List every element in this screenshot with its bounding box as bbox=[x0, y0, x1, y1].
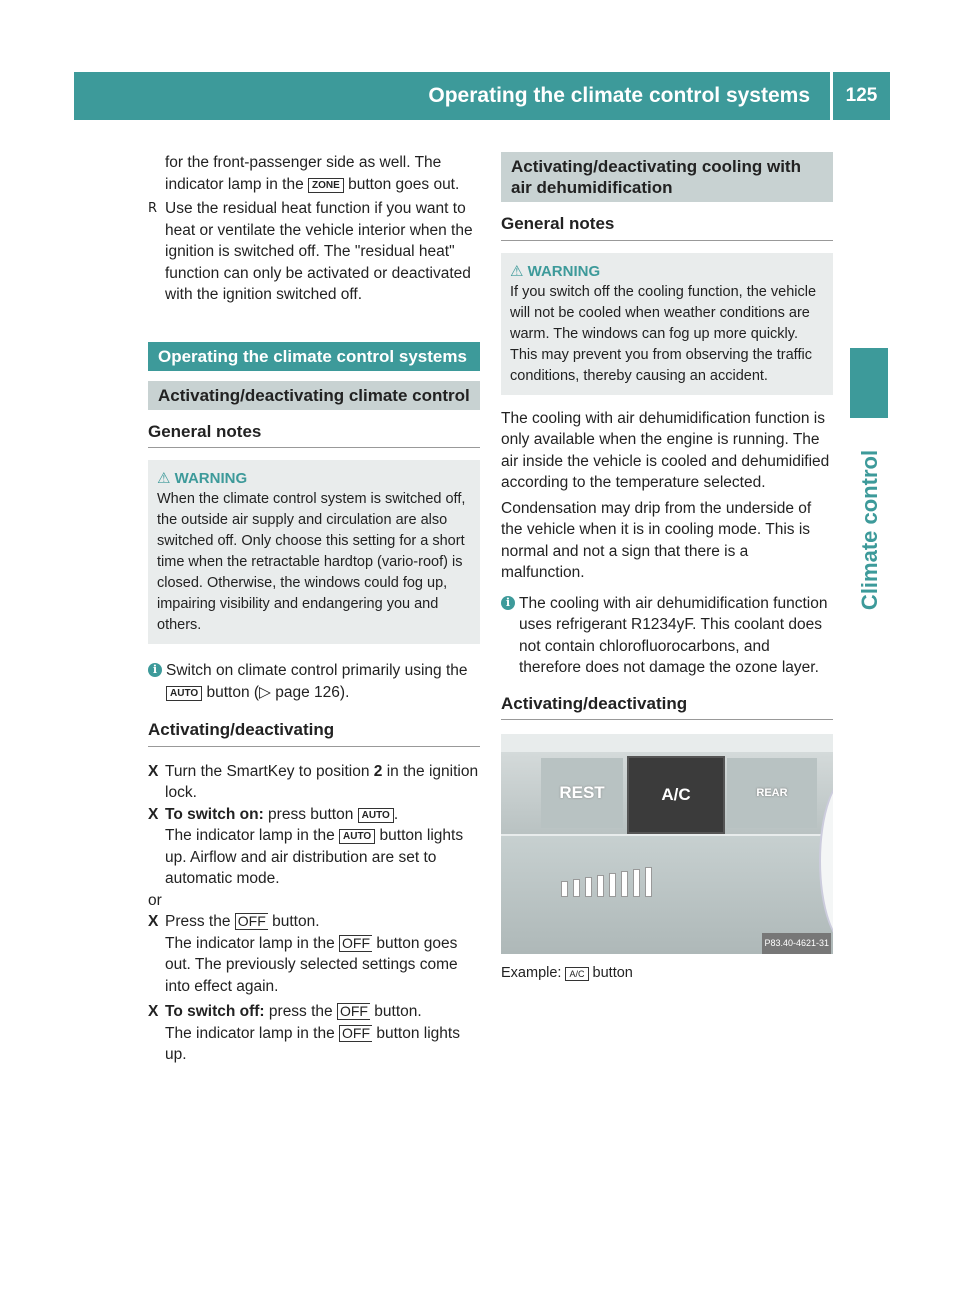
info-refrigerant: i The cooling with air dehumidification function uses refrigerant R1234yF. This coolant does not contain chlorofluorocarbons, and therefore does not damage the ozone layer. bbox=[501, 593, 833, 679]
auto-key-icon: AUTO bbox=[339, 829, 375, 844]
step-switch-on: X To switch on: press button AUTO . The indicator lamp in the AUTO button lights up. Airflow and air distribution are set to automatic mode. bbox=[148, 805, 464, 887]
activating-heading: Activating/deactivating bbox=[501, 693, 833, 721]
ac-key-icon: A/C bbox=[565, 967, 588, 981]
auto-key-icon: AUTO bbox=[166, 686, 202, 701]
chapter-tab-marker bbox=[850, 348, 888, 418]
paragraph-cooling-availability: The cooling with air dehumidification function is only available when the engine is running. The air inside the vehicle is cooled and dehumidified according to the temperature selected. bbox=[501, 409, 830, 491]
general-notes-heading: General notes bbox=[501, 213, 833, 241]
info-note: i Switch on climate control primarily using the AUTO button (▷ page 126). bbox=[148, 660, 480, 703]
photo-reference-code: P83.40-4621-31 bbox=[762, 933, 831, 955]
ac-button: A/C bbox=[627, 756, 725, 834]
subsection-title-cooling: Activating/deactivating cooling with air dehumidification bbox=[501, 152, 833, 202]
warning-text: When the climate control system is switched off, the outside air supply and circulation are also switched off. Only choose this setting for a short time when the retractable hardtop (vario-roof) is closed. Otherwise, the windows could fog up, impairing visibility and endangering you and others. bbox=[157, 491, 466, 633]
climate-panel-photo bbox=[501, 734, 833, 954]
info-icon: i bbox=[148, 663, 162, 677]
auto-key-icon: AUTO bbox=[358, 808, 394, 823]
step-arrow-icon: X bbox=[148, 1003, 159, 1020]
right-column bbox=[501, 152, 833, 985]
warning-icon: ⚠ bbox=[510, 262, 524, 280]
info-icon: i bbox=[501, 596, 515, 610]
chapter-tab-label: Climate control bbox=[857, 449, 883, 611]
intro-paragraph: for the front-passenger side as well. The indicator lamp in the ZONE button goes out. bbox=[165, 154, 460, 193]
page-ref-arrow-icon: ▷ bbox=[259, 683, 271, 701]
rest-button: REST bbox=[541, 758, 623, 828]
warning-heading: ⚠ WARNING bbox=[157, 470, 248, 487]
or-text: or bbox=[148, 891, 162, 909]
fan-level-bars bbox=[561, 867, 652, 897]
step-press-off: X Press the OFF button. The indicator lamp in the OFF button goes out. The previously selected settings come into effect again. bbox=[148, 913, 458, 995]
paragraph-condensation: Condensation may drip from the underside of the vehicle when it is in cooling mode. This is normal and not a sign that there is a malfunction. bbox=[501, 499, 812, 581]
page-header-title: Operating the climate control systems bbox=[428, 84, 810, 107]
warning-heading: ⚠ WARNING bbox=[510, 262, 601, 280]
warning-box bbox=[501, 253, 833, 395]
rear-defrost-button: REAR bbox=[727, 758, 817, 828]
off-key-icon: OFF bbox=[339, 935, 372, 952]
off-key-icon: OFF bbox=[337, 1003, 370, 1020]
subsection-title: Activating/deactivating climate control bbox=[148, 381, 480, 410]
warning-icon: ⚠ bbox=[157, 470, 171, 487]
step-arrow-icon: X bbox=[148, 762, 159, 780]
off-key-icon: OFF bbox=[235, 913, 268, 930]
section-title: Operating the climate control systems bbox=[148, 342, 480, 371]
zone-key-icon: ZONE bbox=[308, 178, 344, 193]
page-number: 125 bbox=[845, 85, 878, 106]
left-column bbox=[148, 152, 480, 1066]
bullet-residual-heat: R Use the residual heat function if you want to heat or ventilate the vehicle interior when the ignition is switched off. The "residual heat" function can only be activated or deactivated with the ignition switched off. bbox=[148, 198, 480, 306]
step-switch-off: X To switch off: press the OFF button. The indicator lamp in the OFF button lights up. bbox=[148, 1003, 460, 1063]
warning-text: If you switch off the cooling function, the vehicle will not be cooled when weather conditions are warm. The windows can fog up more quickly. This may prevent you from observing the traffic conditions, thereby causing an accident. bbox=[510, 283, 817, 384]
step-arrow-icon: X bbox=[148, 913, 159, 930]
general-notes-heading: General notes bbox=[148, 421, 480, 449]
photo-caption: Example: A/C button bbox=[501, 965, 633, 981]
step-smartkey: X Turn the SmartKey to position 2 in the ignition lock. bbox=[148, 762, 479, 801]
step-arrow-icon: X bbox=[148, 805, 159, 823]
off-key-icon: OFF bbox=[339, 1025, 372, 1042]
warning-box bbox=[148, 460, 480, 644]
activating-heading: Activating/deactivating bbox=[148, 719, 480, 747]
